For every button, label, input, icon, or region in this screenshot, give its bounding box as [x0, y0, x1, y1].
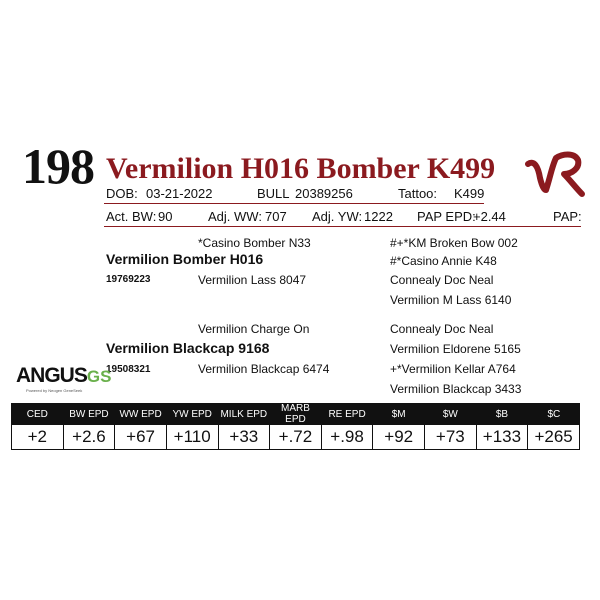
dob-label: DOB: — [106, 186, 138, 201]
dam: Vermilion Blackcap 9168 — [106, 340, 270, 356]
sire-dam-dam: Vermilion M Lass 6140 — [390, 293, 512, 307]
epd-header-cell: BW EPD — [63, 403, 115, 425]
epd-header-cell: YW EPD — [166, 403, 218, 425]
epd-header-cell: MILK EPD — [218, 403, 270, 425]
dam-dam-dam: Vermilion Blackcap 3433 — [390, 382, 522, 396]
dam-dam-sire: +*Vermilion Kellar A764 — [390, 362, 516, 376]
sire: Vermilion Bomber H016 — [106, 251, 264, 267]
act-bw-label: Act. BW: — [106, 209, 157, 224]
epd-header-cell: WW EPD — [115, 403, 167, 425]
angus-logo-text: ANGUS — [16, 364, 87, 387]
epd-header-cell: $C — [528, 403, 580, 425]
adj-yw-value: 1222 — [364, 209, 393, 224]
dob-value: 03-21-2022 — [146, 186, 213, 201]
angus-logo-gs: GS — [86, 367, 112, 386]
vermilion-brand-logo — [522, 148, 586, 200]
sire-sire-sire: #+*KM Broken Bow 002 — [390, 236, 518, 250]
epd-value-cell: +.98 — [321, 425, 373, 450]
epd-value-row — [12, 425, 580, 450]
angus-logo-tagline: Powered by Neogen GeneSeek — [26, 388, 83, 393]
epd-value-cell: +92 — [373, 425, 425, 450]
animal-name: Vermilion H016 Bomber K499 — [106, 152, 496, 185]
epd-header-cell: MARB EPD — [270, 403, 322, 425]
sire-sire-dam: #*Casino Annie K48 — [390, 254, 497, 268]
stats-divider — [104, 226, 581, 227]
sire-dam: Vermilion Lass 8047 — [198, 273, 307, 287]
epd-value-cell: +33 — [218, 425, 270, 450]
dam-dam: Vermilion Blackcap 6474 — [198, 362, 330, 376]
epd-value-cell: +.72 — [270, 425, 322, 450]
adj-yw-label: Adj. YW: — [312, 209, 363, 224]
epd-value-cell: +67 — [115, 425, 167, 450]
lot-number: 198 — [22, 138, 94, 194]
epd-value-cell: +2 — [12, 425, 64, 450]
dam-registration: 19508321 — [106, 364, 151, 375]
epd-table — [11, 403, 580, 450]
sire-dam-sire: Connealy Doc Neal — [390, 273, 494, 287]
pap-epd-value: +2.44 — [473, 209, 506, 224]
pap-epd-label: PAP EPD: — [417, 209, 476, 224]
sire-registration: 19769223 — [106, 274, 151, 285]
epd-value-cell: +2.6 — [63, 425, 115, 450]
epd-header-cell: $B — [476, 403, 528, 425]
epd-header-cell: $M — [373, 403, 425, 425]
epd-value-cell: +110 — [166, 425, 218, 450]
act-bw-value: 90 — [158, 209, 173, 224]
sex-value: BULL — [257, 186, 290, 201]
epd-header-cell: CED — [12, 403, 64, 425]
registration-number: 20389256 — [295, 186, 353, 201]
sire-sire: *Casino Bomber N33 — [198, 236, 311, 250]
pap-label: PAP: — [553, 209, 582, 224]
tattoo-value: K499 — [454, 186, 485, 201]
dam-sire-sire: Connealy Doc Neal — [390, 322, 494, 336]
info-divider — [104, 203, 484, 204]
epd-header-cell: RE EPD — [321, 403, 373, 425]
dam-sire-dam: Vermilion Eldorene 5165 — [390, 342, 521, 356]
tattoo-label: Tattoo: — [398, 186, 438, 201]
epd-value-cell: +73 — [425, 425, 477, 450]
adj-ww-label: Adj. WW: — [208, 209, 262, 224]
epd-header-cell: $W — [425, 403, 477, 425]
epd-header-row — [12, 403, 580, 425]
angus-gs-logo — [16, 364, 112, 394]
dam-sire: Vermilion Charge On — [198, 322, 310, 336]
epd-value-cell: +265 — [528, 425, 580, 450]
adj-ww-value: 707 — [265, 209, 287, 224]
epd-value-cell: +133 — [476, 425, 528, 450]
